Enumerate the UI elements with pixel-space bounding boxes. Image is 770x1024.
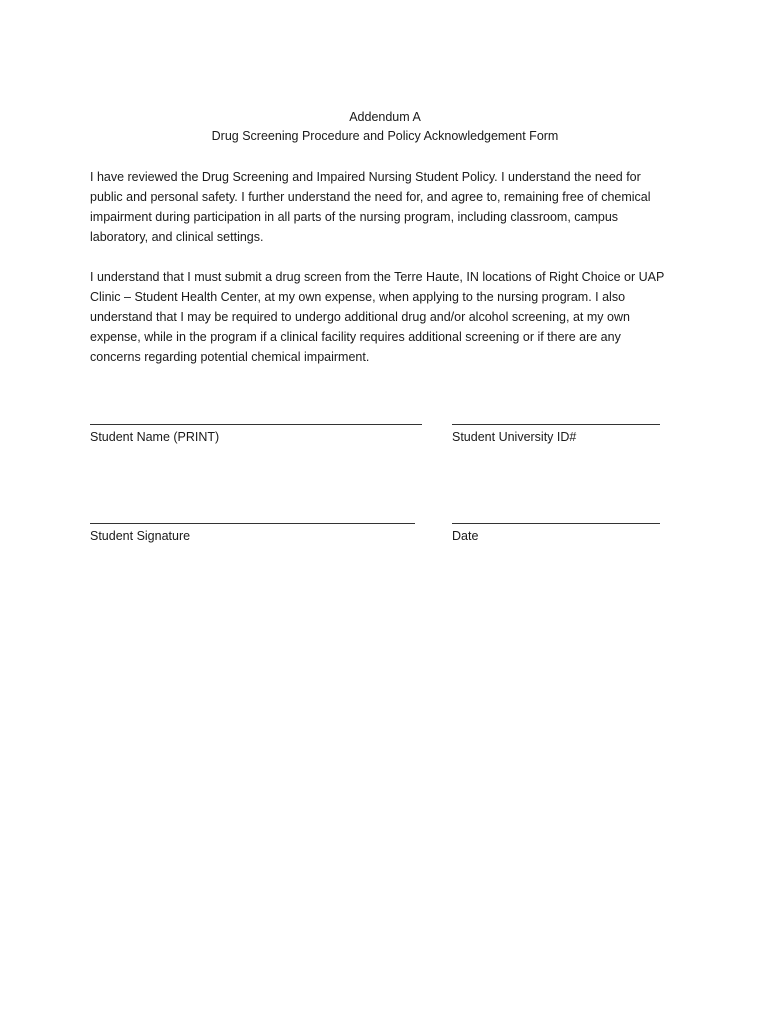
student-signature-label: Student Signature bbox=[90, 529, 191, 543]
student-id-label: Student University ID# bbox=[452, 430, 577, 444]
paragraph-line: impairment during participation in all parts of the nursing program, including classroom, campus bbox=[90, 210, 619, 224]
acknowledgement-paragraph bbox=[90, 167, 682, 247]
student-name-line[interactable] bbox=[90, 424, 422, 425]
paragraph-line: I understand that I must submit a drug screen from the Terre Haute, IN locations of Right Choice or UAP bbox=[90, 270, 665, 284]
student-id-line[interactable] bbox=[452, 424, 660, 425]
date-line[interactable] bbox=[452, 523, 660, 524]
date-label: Date bbox=[452, 529, 479, 543]
document-subtitle: Drug Screening Procedure and Policy Acknowledgement Form bbox=[211, 129, 559, 143]
paragraph-line: public and personal safety. I further understand the need for, and agree to, remaining free of chemical bbox=[90, 190, 651, 204]
paragraph-line: concerns regarding potential chemical impairment. bbox=[90, 350, 370, 364]
paragraph-line: I have reviewed the Drug Screening and Impaired Nursing Student Policy. I understand the need for bbox=[90, 170, 641, 184]
paragraph-line: understand that I may be required to undergo additional drug and/or alcohol screening, at my own bbox=[90, 310, 630, 324]
document-title: Addendum A bbox=[349, 110, 421, 124]
student-name-label: Student Name (PRINT) bbox=[90, 430, 220, 444]
student-signature-line[interactable] bbox=[90, 523, 415, 524]
drug-screen-paragraph bbox=[90, 267, 682, 367]
paragraph-line: Clinic – Student Health Center, at my own expense, when applying to the nursing program. I also bbox=[90, 290, 626, 304]
paragraph-line: laboratory, and clinical settings. bbox=[90, 230, 264, 244]
paragraph-line: expense, while in the program if a clinical facility requires additional screening or if there are any bbox=[90, 330, 621, 344]
